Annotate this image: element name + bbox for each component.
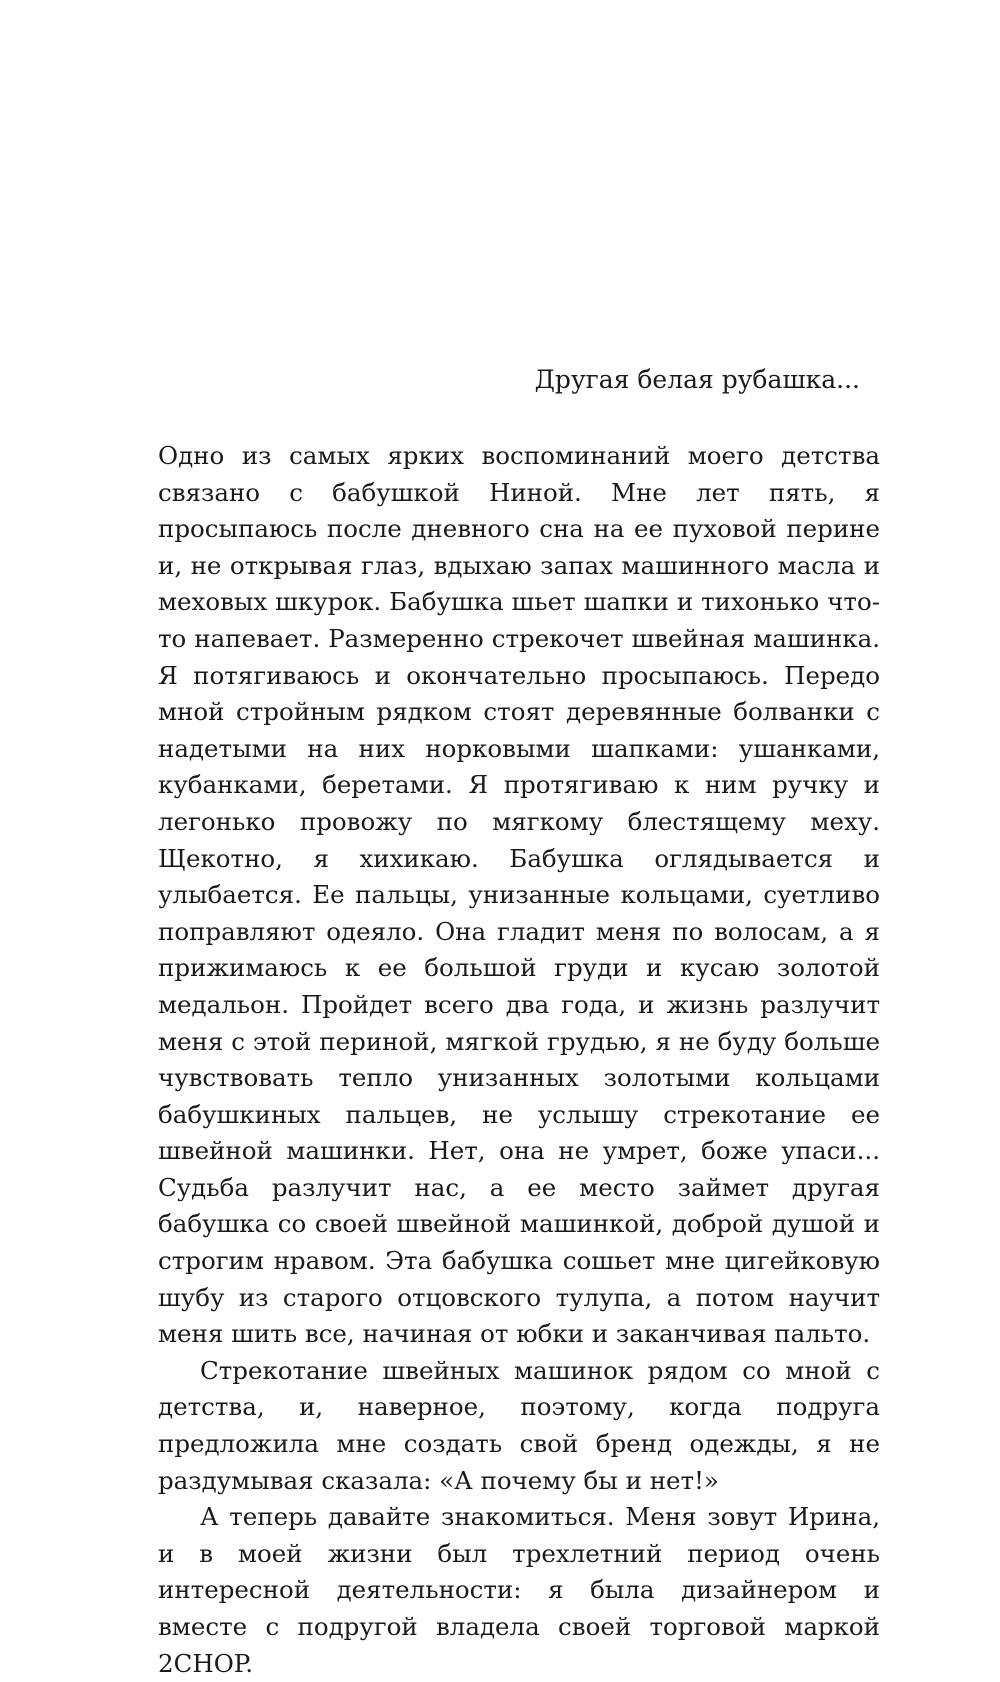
- paragraph: А теперь давайте знакомиться. Меня зовут Ирина, и в моей жизни был трехлетний период очень интересной деятельности: я была дизайнером и вместе с подругой владела своей торговой маркой 2CHOP.: [158, 1502, 880, 1678]
- body-text: [158, 438, 880, 1682]
- epigraph: Другая белая рубашка...: [534, 365, 860, 394]
- paragraph: Стрекотание швейных машинок рядом со мной с детства, и, наверное, поэтому, когда подруга предложила мне создать свой бренд одежды, я не раздумывая сказала: «А почему бы и нет!»: [158, 1355, 880, 1495]
- paragraph: Одно из самых ярких воспоминаний моего детства связано с бабушкой Ниной. Мне лет пять, я просыпаюсь после дневного сна на ее пуховой перине и, не открывая глаз, вдыхаю запах машинного масла и меховых шкурок. Бабушка шьет шапки и тихонько что-то напевает. Размеренно стрекочет швейная машинка. Я потягиваюсь и окончательно просыпаюсь. Передо мной стройным рядком стоят деревянные болванки с надетыми на них норковыми шапками: ушанками, кубанками, беретами. Я протягиваю к ним ручку и легонько провожу по мягкому блестящему меху. Щекотно, я хихикаю. Бабушка оглядывается и улыбается. Ее пальцы, унизанные кольцами, суетливо поправляют одеяло. Она гладит меня по волосам, а я прижимаюсь к ее большой груди и кусаю золотой медальон. Пройдет всего два года, и жизнь разлучит меня с этой периной, мягкой грудью, я не буду больше чувствовать тепло унизанных золотыми кольцами бабушкиных пальцев, не услышу стрекотание ее швейной машинки. Нет, она не умрет, боже упаси... Судьба разлучит нас, а ее место займет другая бабушка со своей швейной машинкой, доброй душой и строгим нравом. Эта бабушка сошьет мне цигейковую шубу из старого отцовского тулупа, а потом научит меня шить все, начиная от юбки и заканчивая пальто.: [158, 441, 880, 1349]
